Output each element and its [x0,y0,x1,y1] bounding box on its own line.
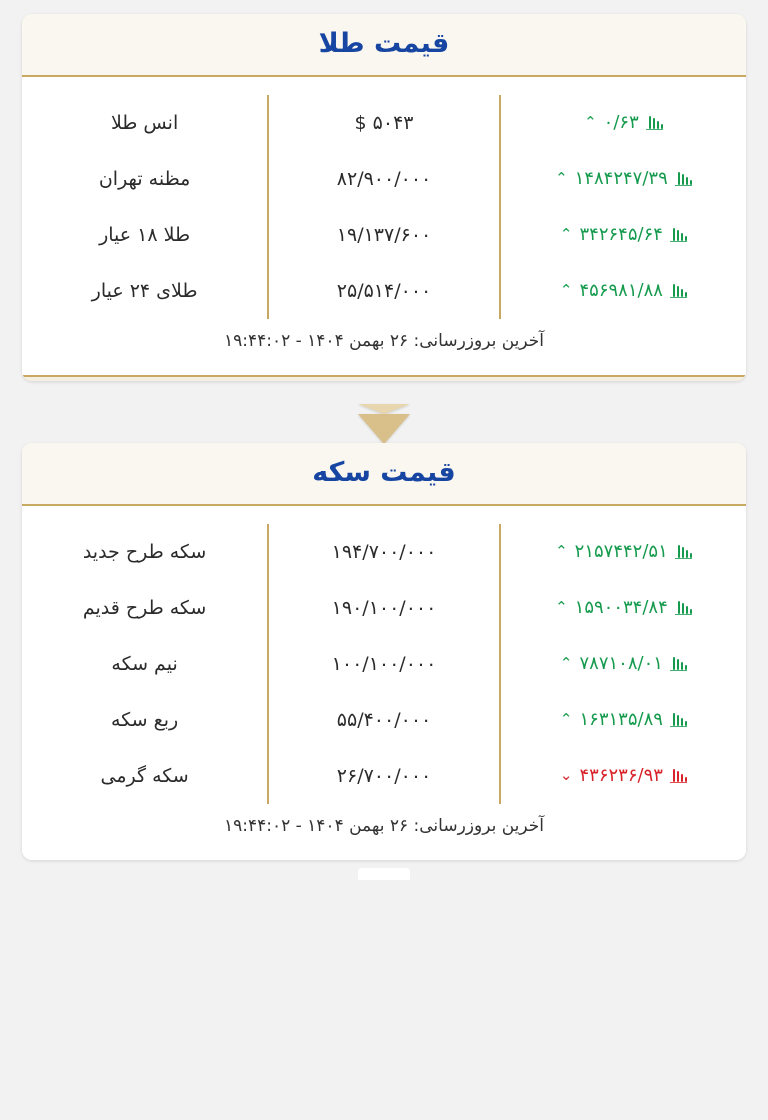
item-name-cell: مظنه تهران [98,168,191,190]
table-row[interactable] [22,95,746,151]
bar-chart-icon[interactable] [670,284,687,297]
change-value: ۱۶۳۱۳۵/۸۹ [579,709,663,730]
change-cell [500,95,746,151]
arrow-up-icon [555,544,568,559]
gold-price-table [22,95,746,319]
item-name-cell: سکه گرمی [100,765,189,787]
table-row[interactable] [22,524,746,580]
arrow-down-icon [560,768,573,783]
coin-update-line: آخرین بروزرسانی: ۲۶ بهمن ۱۴۰۴ - ۱۹:۴۴:۰۲ [223,816,545,836]
price-cell: ۱۹۰/۱۰۰/۰۰۰ [268,580,500,636]
gold-price-card [22,14,746,381]
item-name-cell: نیم سکه [111,653,178,675]
item-name-cell: طلای ۲۴ عیار [91,280,198,302]
price-cell: ۸۲/۹۰۰/۰۰۰ [268,151,500,207]
table-row[interactable] [22,748,746,804]
change-value: ۰/۶۳ [603,112,639,133]
arrow-up-icon [560,227,573,242]
change-value: ۳۴۲۶۴۵/۶۴ [579,224,663,245]
item-name-cell: سکه طرح قدیم [82,597,207,619]
change-value: ۴۵۶۹۸۱/۸۸ [579,280,663,301]
change-value: ۱۵۹۰۰۳۴/۸۴ [574,597,668,618]
bar-chart-icon[interactable] [675,172,692,185]
change-cell [500,207,746,263]
bar-chart-icon[interactable] [670,657,687,670]
price-cell: ۲۵/۵۱۴/۰۰۰ [268,263,500,319]
change-cell [500,524,746,580]
price-cell: ۵۰۴۳ $ [268,95,500,151]
coin-price-card [22,443,746,860]
arrow-up-icon [584,115,597,130]
item-name-cell: سکه طرح جدید [82,541,207,563]
change-cell [500,580,746,636]
bottom-stub [358,868,410,880]
bar-chart-icon[interactable] [670,228,687,241]
item-name-cell: طلا ۱۸ عیار [99,224,191,246]
change-cell [500,692,746,748]
arrow-up-icon [555,600,568,615]
table-row[interactable] [22,263,746,319]
bar-chart-icon[interactable] [675,601,692,614]
change-value: ۲۱۵۷۴۴۲/۵۱ [574,541,668,562]
arrow-up-icon [560,656,573,671]
bar-chart-icon[interactable] [670,713,687,726]
change-value: ۷۸۷۱۰۸/۰۱ [579,653,663,674]
price-cell: ۱۹/۱۳۷/۶۰۰ [268,207,500,263]
change-value: ۴۳۶۲۳۶/۹۳ [579,765,663,786]
change-cell [500,263,746,319]
table-row[interactable] [22,692,746,748]
coin-card-header [22,443,746,506]
coin-price-table [22,524,746,804]
table-row[interactable] [22,580,746,636]
bar-chart-icon[interactable] [675,545,692,558]
change-value: ۱۴۸۴۲۴۷/۳۹ [574,168,668,189]
bar-chart-icon[interactable] [646,116,663,129]
gold-card-title: قیمت طلا [318,28,450,59]
change-cell [500,748,746,804]
coin-card-title: قیمت سکه [312,457,456,488]
item-name-cell: ربع سکه [110,709,179,731]
change-cell [500,636,746,692]
coin-card-body [22,506,746,860]
gold-card-body [22,77,746,375]
gold-update-line: آخرین بروزرسانی: ۲۶ بهمن ۱۴۰۴ - ۱۹:۴۴:۰۲ [223,331,545,351]
arrow-up-icon [560,712,573,727]
arrow-up-icon [555,171,568,186]
arrow-up-icon [560,283,573,298]
section-divider [22,381,746,443]
table-row[interactable] [22,636,746,692]
price-cell: ۱۰۰/۱۰۰/۰۰۰ [268,636,500,692]
table-row[interactable] [22,151,746,207]
price-cell: ۵۵/۴۰۰/۰۰۰ [268,692,500,748]
gold-card-header [22,14,746,77]
price-cell: ۱۹۴/۷۰۰/۰۰۰ [268,524,500,580]
table-row[interactable] [22,207,746,263]
item-name-cell: انس طلا [110,112,179,134]
price-cell: ۲۶/۷۰۰/۰۰۰ [268,748,500,804]
bar-chart-icon[interactable] [670,769,687,782]
change-cell [500,151,746,207]
